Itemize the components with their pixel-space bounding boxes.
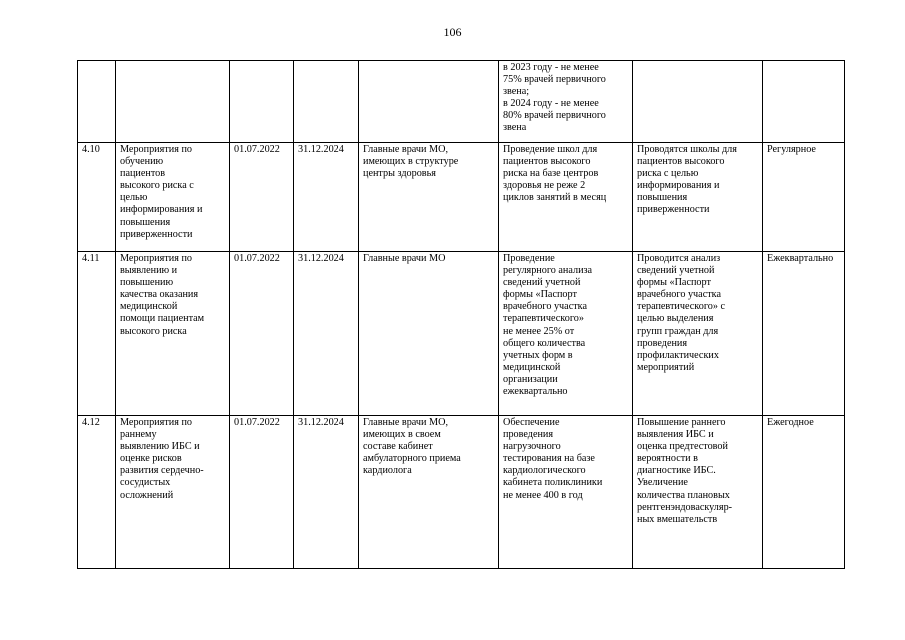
page-number: 106 — [443, 25, 462, 39]
event-cell: Мероприятия по обучению пациентов высокого риска с целью информирования и повышения приверженности — [116, 143, 230, 252]
frequency-cell: Регулярное — [763, 143, 845, 252]
frequency-cell: Ежеквартально — [763, 252, 845, 416]
indicator-cell: Проведение школ для пациентов высокого риска на базе центров здоровья не реже 2 циклов занятий в месяц — [499, 143, 633, 252]
table-row — [78, 61, 845, 143]
indicator-cell: в 2023 году - не менее 75% врачей первичного звена; в 2024 году - не менее 80% врачей первичного звена — [499, 61, 633, 143]
start-date-cell: 01.07.2022 — [230, 252, 294, 416]
start-date-cell: 01.07.2022 — [230, 143, 294, 252]
indicator-cell: Обеспечение проведения нагрузочного тестирования на базе кардиологического кабинета поликлиники не менее 400 в год — [499, 416, 633, 569]
end-date-cell: 31.12.2024 — [294, 416, 359, 569]
event-cell: Мероприятия по выявлению и повышению качества оказания медицинской помощи пациентам высокого риска — [116, 252, 230, 416]
row-number-cell — [78, 61, 116, 143]
event-cell: Мероприятия по раннему выявлению ИБС и оценке рисков развития сердечно- сосудистых осложнений — [116, 416, 230, 569]
table-row — [78, 416, 845, 569]
row-number-cell: 4.12 — [78, 416, 116, 569]
result-cell: Проводятся школы для пациентов высокого риска с целью информирования и повышения приверженности — [633, 143, 763, 252]
indicator-cell: Проведение регулярного анализа сведений учетной формы «Паспорт врачебного участка терапевтического» не менее 25% от общего количества учетных форм в медицинской организации ежеквартально — [499, 252, 633, 416]
event-cell — [116, 61, 230, 143]
frequency-cell — [763, 61, 845, 143]
responsible-cell: Главные врачи МО — [359, 252, 499, 416]
start-date-cell: 01.07.2022 — [230, 416, 294, 569]
row-number-cell: 4.11 — [78, 252, 116, 416]
result-cell: Проводится анализ сведений учетной формы «Паспорт врачебного участка терапевтического» с целью выделения групп граждан для проведения профилактических мероприятий — [633, 252, 763, 416]
table-row — [78, 252, 845, 416]
responsible-cell — [359, 61, 499, 143]
measures-table — [77, 60, 845, 569]
responsible-cell: Главные врачи МО, имеющих в структуре центры здоровья — [359, 143, 499, 252]
responsible-cell: Главные врачи МО, имеющих в своем составе кабинет амбулаторного приема кардиолога — [359, 416, 499, 569]
end-date-cell — [294, 61, 359, 143]
end-date-cell: 31.12.2024 — [294, 252, 359, 416]
table-row — [78, 143, 845, 252]
start-date-cell — [230, 61, 294, 143]
end-date-cell: 31.12.2024 — [294, 143, 359, 252]
frequency-cell: Ежегодное — [763, 416, 845, 569]
result-cell: Повышение раннего выявления ИБС и оценка предтестовой вероятности в диагностике ИБС. Увеличение количества плановых рентгенэндоваскуляр- ных вмешательств — [633, 416, 763, 569]
row-number-cell: 4.10 — [78, 143, 116, 252]
result-cell — [633, 61, 763, 143]
